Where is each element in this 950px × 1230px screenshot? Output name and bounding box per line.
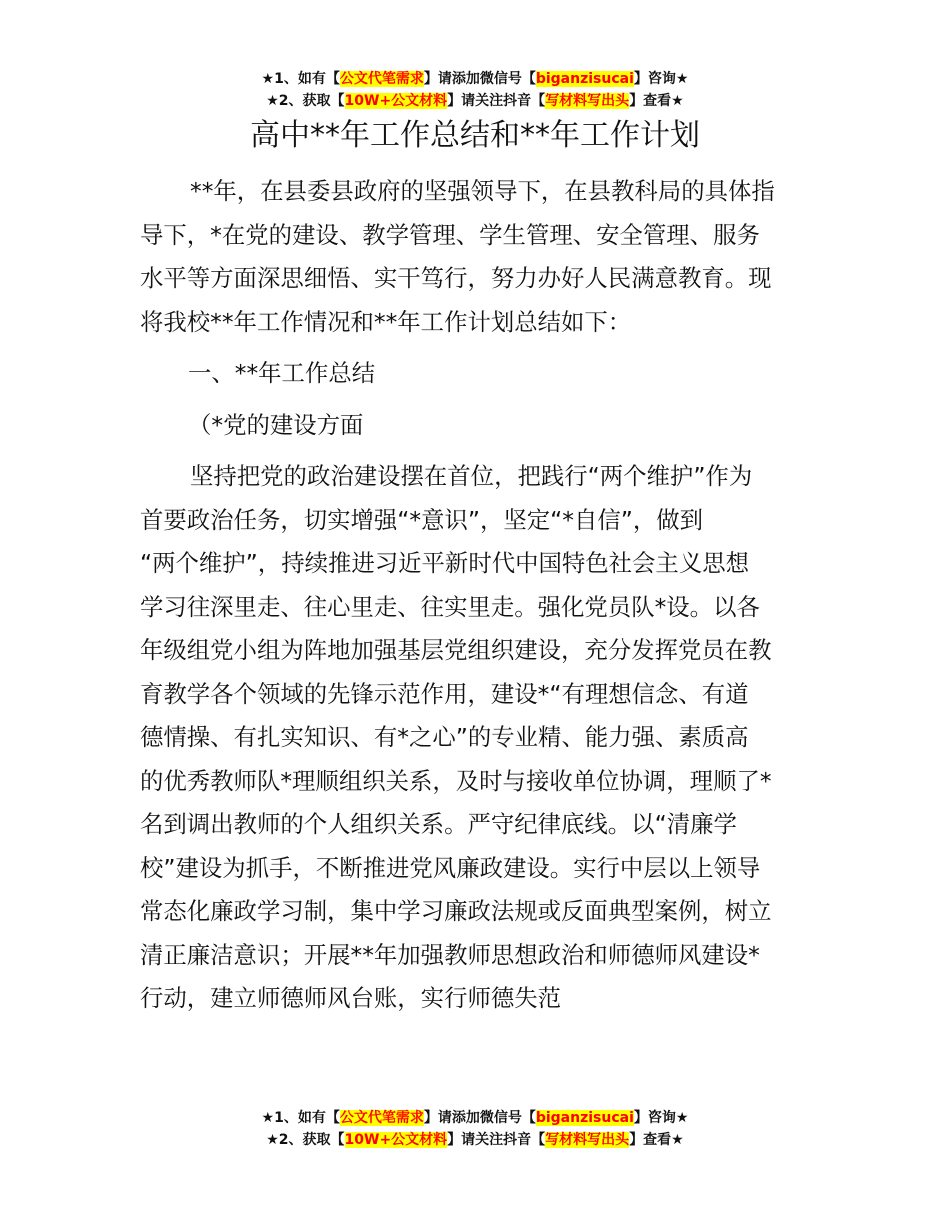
paragraph-line: 坚持把党的政治建设摆在首位，把践行“两个维护”作为 (190, 462, 753, 490)
paragraph-line: 水平等方面深思细悟、实干笃行，努力办好人民满意教育。现 (140, 264, 772, 292)
header-banner (0, 68, 950, 112)
paragraph-line: 将我校**年工作情况和**年工作计划总结如下： (140, 307, 632, 336)
paragraph-line: 的优秀教师队*理顺组织关系，及时与接收单位协调，理顺了* (140, 766, 772, 795)
section-heading: 一、**年工作总结 (188, 359, 376, 387)
banner-text: 】咨询★ (633, 71, 689, 87)
document-title: 高中**年工作总结和**年工作计划 (250, 118, 700, 153)
banner-line-1 (0, 1107, 950, 1129)
paragraph-line: 首要政治任务，切实增强“*意识”，坚定“*自信”，做到 (140, 505, 704, 534)
paragraph-line: 行动，建立师德师风台账，实行师德失范 (140, 984, 562, 1012)
paragraph-line: “两个维护”，持续推进习近平新时代中国特色社会主义思想 (140, 549, 749, 577)
document-body (140, 170, 815, 1021)
highlight-wechat-id: biganzisucai (535, 71, 634, 87)
paragraph-line: 导下，*在党的建设、教学管理、学生管理、安全管理、服务 (140, 220, 760, 249)
banner-text: 】请关注抖音【 (447, 93, 546, 109)
highlight-douyin-account: 写材料写出头 (545, 1132, 630, 1148)
banner-text: 】查看★ (629, 93, 684, 109)
highlight-writing-service: 公文代笔需求 (339, 71, 424, 87)
paragraph-line: **年，在县委县政府的坚强领导下，在县教科局的具体指 (190, 177, 775, 205)
paragraph-line: 学习往深里走、往心里走、往实里走。强化党员队*设。以各 (140, 592, 760, 621)
banner-line-2 (0, 90, 950, 112)
highlight-writing-service: 公文代笔需求 (339, 1110, 424, 1126)
highlight-wechat-id: biganzisucai (535, 1110, 634, 1126)
paragraph-line: 年级组党小组为阵地加强基层党组织建设，充分发挥党员在教 (140, 636, 772, 664)
banner-text: ★1、如有【 (261, 71, 340, 87)
banner-text: ★2、获取【 (266, 93, 345, 109)
banner-text: ★2、获取【 (266, 1132, 345, 1148)
banner-text: 】请添加微信号【 (423, 71, 536, 87)
footer-banner (0, 1107, 950, 1151)
highlight-materials: 10W+公文材料 (344, 93, 448, 109)
paragraph-line: 清正廉洁意识；开展**年加强教师思想政治和师德师风建设* (140, 940, 760, 969)
banner-text: 】咨询★ (633, 1110, 689, 1126)
paragraph-line: 校”建设为抓手，不断推进党风廉政建设。实行中层以上领导 (140, 853, 761, 882)
banner-text: 】请添加微信号【 (423, 1110, 536, 1126)
banner-line-1 (0, 68, 950, 90)
paragraph-line: 名到调出教师的个人组织关系。严守纪律底线。以“清廉学 (140, 810, 737, 838)
highlight-materials: 10W+公文材料 (344, 1132, 448, 1148)
banner-text: 】查看★ (629, 1132, 684, 1148)
highlight-douyin-account: 写材料写出头 (545, 93, 630, 109)
paragraph-line: 德情操、有扎实知识、有*之心”的专业精、能力强、素质高 (140, 723, 749, 751)
paragraph-line: 育教学各个领域的先锋示范作用，建设*“有理想信念、有道 (140, 679, 749, 708)
banner-text: 】请关注抖音【 (447, 1132, 546, 1148)
banner-line-2 (0, 1129, 950, 1151)
banner-text: ★1、如有【 (261, 1110, 340, 1126)
subsection-heading: （*党的建设方面 (188, 410, 364, 439)
paragraph-line: 常态化廉政学习制，集中学习廉政法规或反面典型案例，树立 (140, 897, 772, 925)
